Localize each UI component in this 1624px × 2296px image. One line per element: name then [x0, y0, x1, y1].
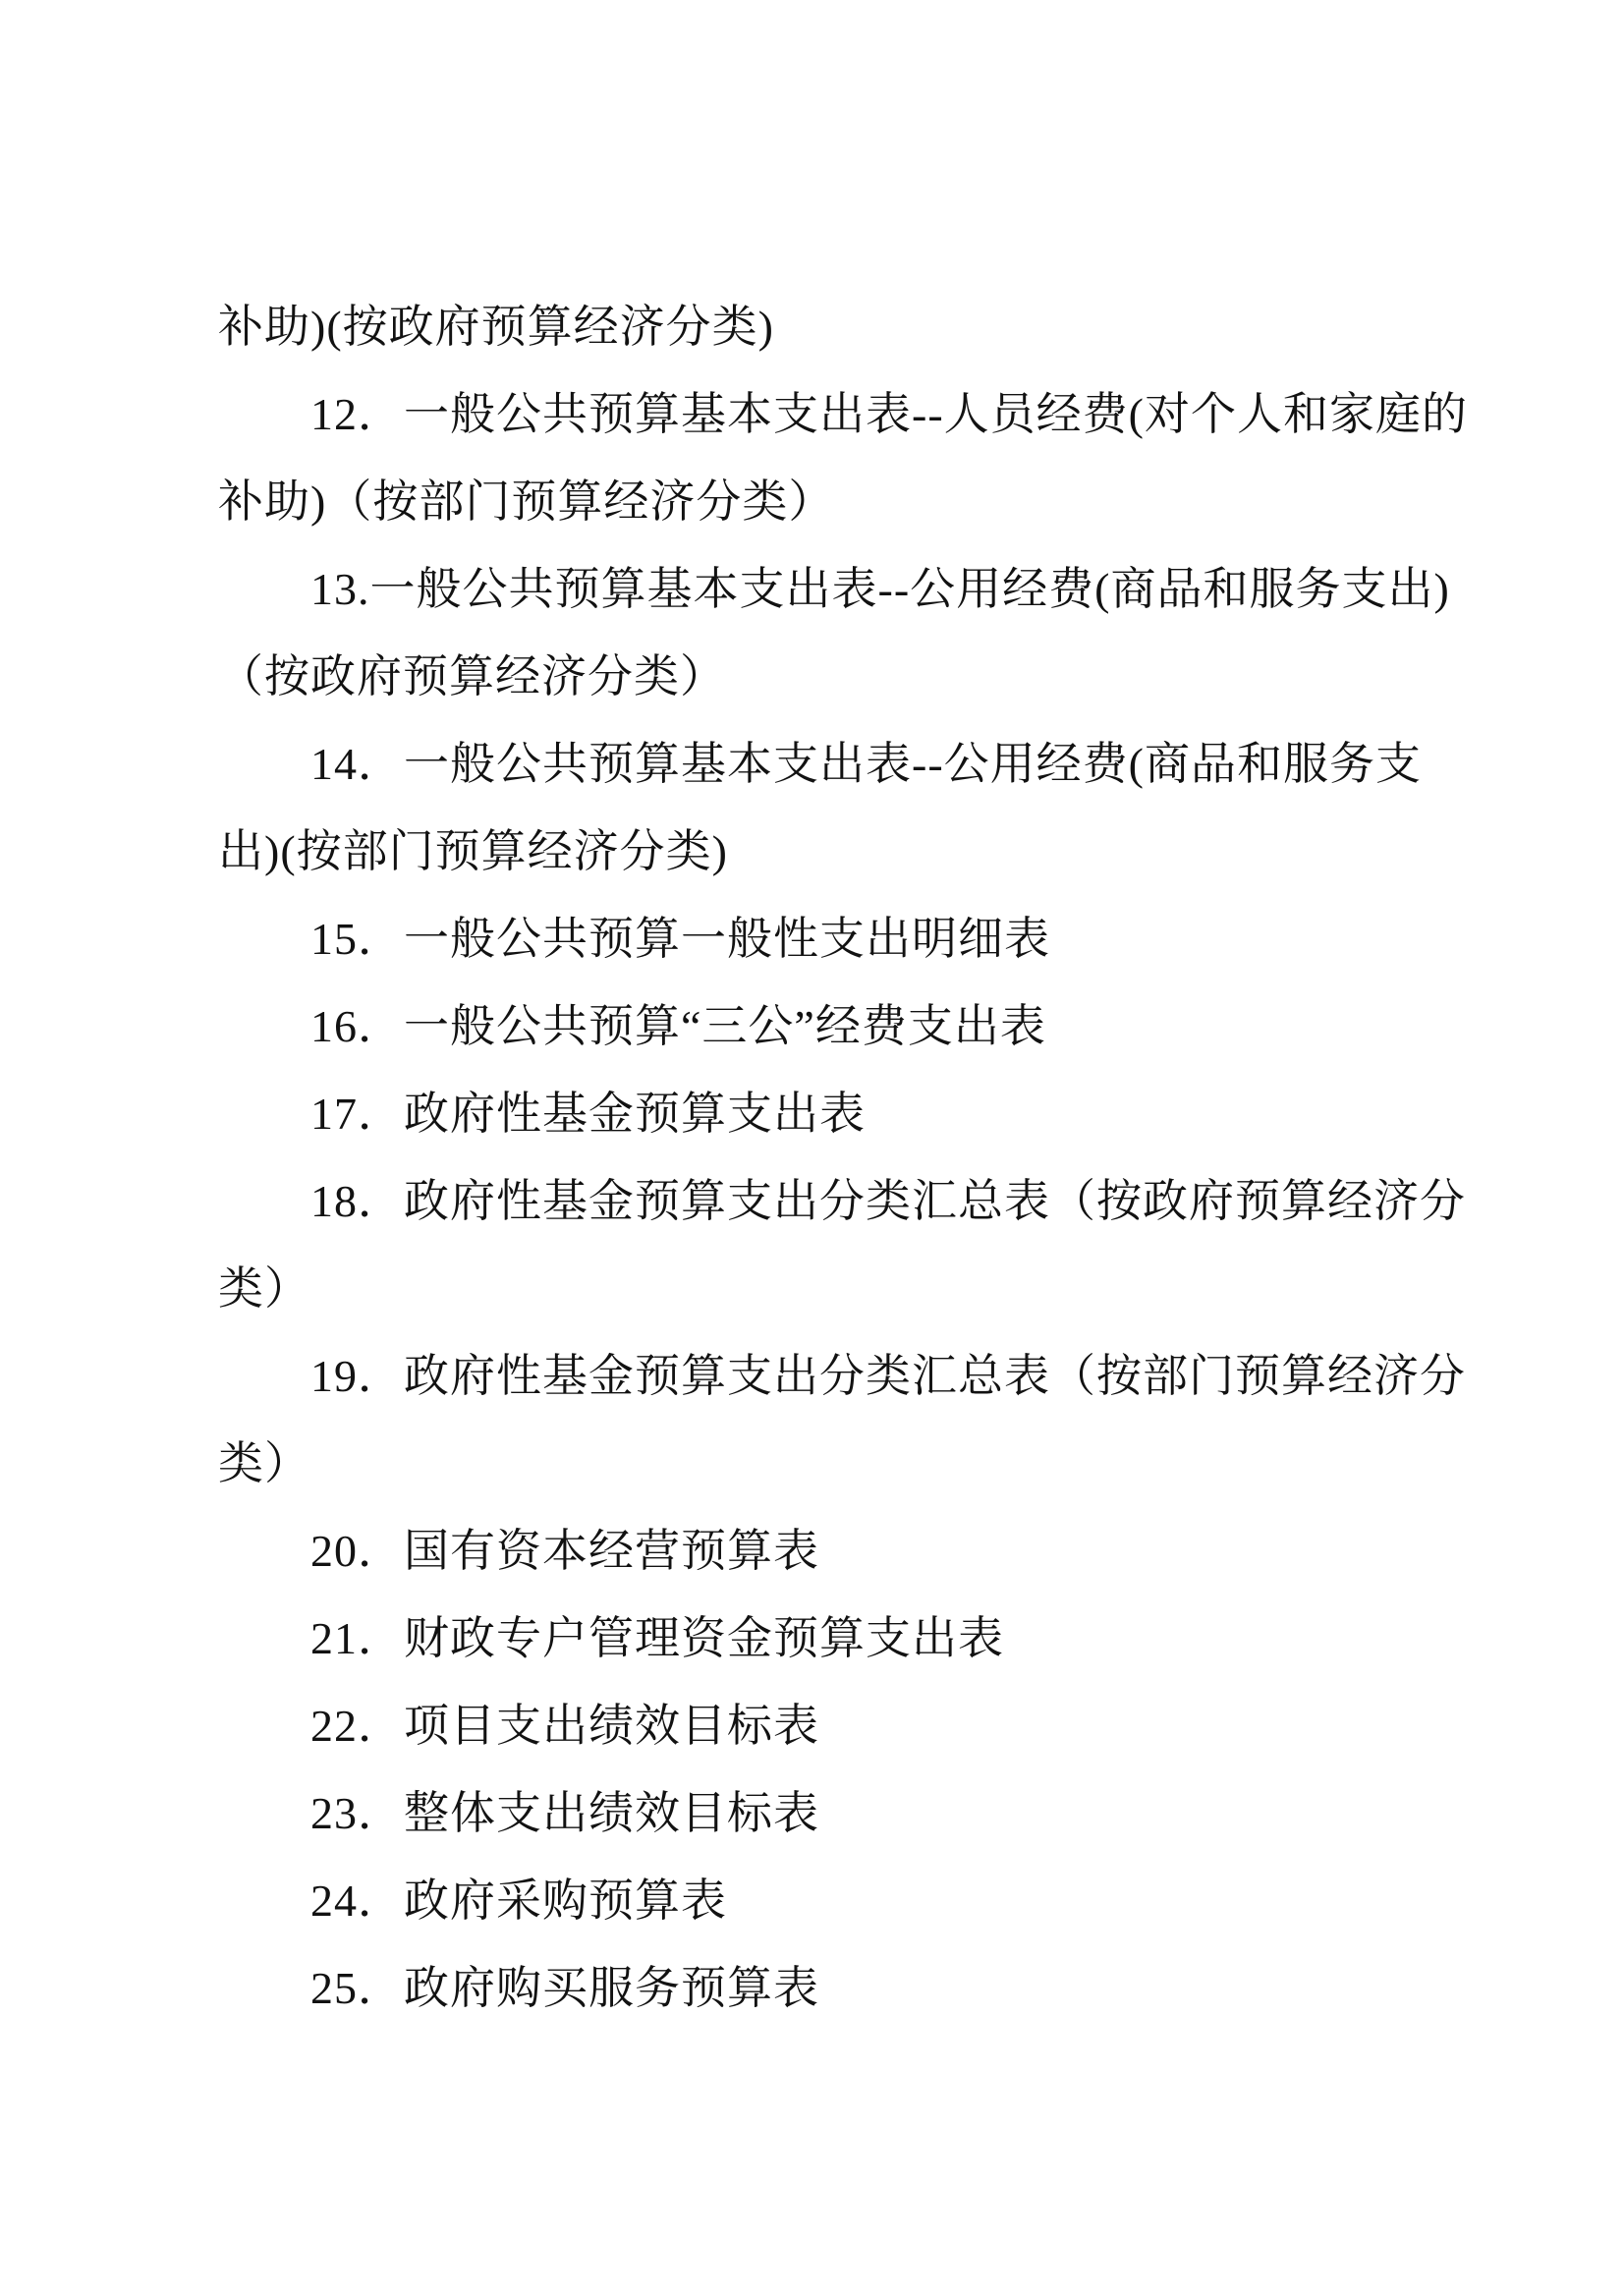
- list-item-19-line-1: 19．政府性基金预算支出分类汇总表（按部门预算经济分: [310, 1351, 1466, 1401]
- list-item-12-line-2: 补助)（按部门预算经济分类）: [218, 476, 835, 527]
- text-line-continuation: 补助)(按政府预算经济分类): [218, 302, 774, 352]
- list-item-16: 16．一般公共预算“三公”经费支出表: [310, 1001, 1046, 1051]
- list-item-23: 23．整体支出绩效目标表: [310, 1788, 819, 1838]
- list-item-18-line-2: 类）: [218, 1263, 310, 1314]
- list-item-15: 15．一般公共预算一般性支出明细表: [310, 914, 1050, 964]
- list-item-12-line-1: 12．一般公共预算基本支出表--人员经费(对个人和家庭的: [310, 389, 1468, 439]
- list-item-24: 24．政府采购预算表: [310, 1876, 727, 1926]
- list-item-25: 25．政府购买服务预算表: [310, 1963, 819, 2013]
- list-item-13-line-1: 13.一般公共预算基本支出表--公用经费(商品和服务支出): [310, 564, 1450, 614]
- list-item-13-line-2: （按政府预算经济分类）: [218, 651, 726, 701]
- list-item-17: 17．政府性基金预算支出表: [310, 1089, 866, 1139]
- list-item-14-line-2: 出)(按部门预算经济分类): [218, 826, 728, 876]
- list-item-21: 21．财政专户管理资金预算支出表: [310, 1613, 1004, 1663]
- list-item-14-line-1: 14．一般公共预算基本支出表--公用经费(商品和服务支: [310, 739, 1422, 789]
- list-item-20: 20．国有资本经营预算表: [310, 1526, 819, 1576]
- document-text-block: [218, 283, 1468, 2032]
- list-item-22: 22．项目支出绩效目标表: [310, 1701, 819, 1751]
- list-item-19-line-2: 类）: [218, 1438, 310, 1488]
- list-item-18-line-1: 18．政府性基金预算支出分类汇总表（按政府预算经济分: [310, 1176, 1466, 1226]
